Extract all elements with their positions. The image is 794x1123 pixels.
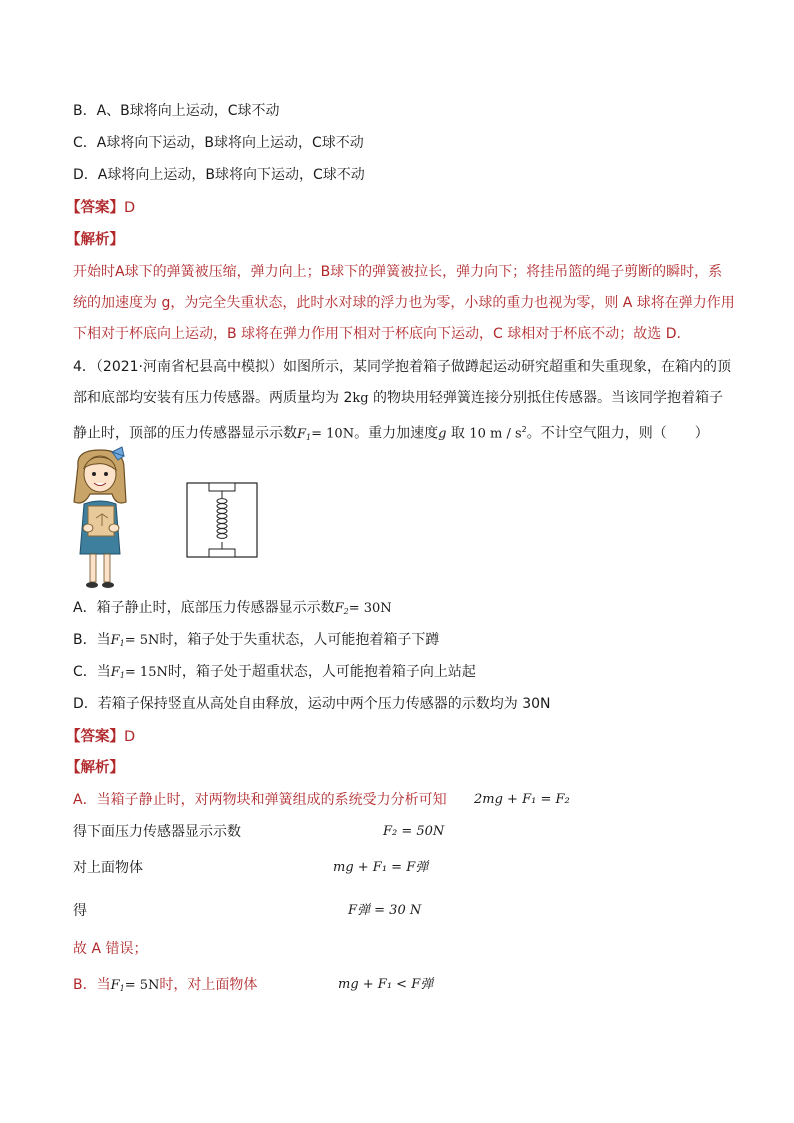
q3-answer: 【答案】D: [66, 200, 136, 216]
q3-analysis-line3: 下相对于杯底向上运动，B 球将在弹力作用下相对于杯底向下运动，C 球相对于杯底不动；故选 D.: [73, 326, 681, 342]
sensor-box-diagram: [186, 482, 258, 558]
bottom-sensor: [209, 549, 235, 557]
q4-sol-a-eq: 2mg + F₁ = F₂: [474, 792, 570, 807]
q4-option-d: D．若箱子保持竖直从高处自由释放，运动中两个压力传感器的示数均为 30N: [73, 696, 551, 712]
q4-stem-line2: 部和底部均安装有压力传感器。两质量均为 2kg 的物块用轻弹簧连接分别抵住传感器。当该同学抱着箱子: [73, 390, 724, 406]
q3-option-b: B．A、B球将向上运动，C球不动: [73, 103, 280, 119]
q4-sol-f-eq2: mg + F₁ < F弹: [338, 977, 434, 992]
q4-answer: 【答案】D: [66, 729, 136, 745]
q4-sol-e-text: 故 A 错误；: [73, 941, 148, 957]
q3-option-d: D．A球将向上运动，B球将向下运动，C球不动: [73, 167, 365, 183]
q4-option-b: B．当$F_1= 5N$时，箱子处于失重状态，人可能抱着箱子下蹲: [73, 632, 440, 648]
q3-option-c: C．A球将向下运动，B球将向上运动，C球不动: [73, 135, 364, 151]
q4-sol-b-eq: F₂ = 50N: [383, 824, 445, 839]
q4-stem-line1: 4．（2021·河南省杞县高中模拟）如图所示，某同学抱着箱子做蹲起运动研究超重和失重现象，在箱内的顶: [73, 359, 731, 375]
q4-stem-line3: 静止时，顶部的压力传感器显示示数$F_1= 10N$。重力加速度g 取 10 m / $s^2$。不计空气阻力，则（ ）: [73, 425, 709, 442]
girl-holding-box-illustration: [66, 446, 136, 592]
q4-sol-d-eq: F弹 = 30 N: [348, 903, 422, 918]
q4-sol-b-text: 得下面压力传感器显示示数: [73, 824, 241, 840]
q4-option-a: A．箱子静止时，底部压力传感器显示示数$F_2= 30N$: [73, 600, 392, 616]
q4-option-c: C．当$F_1= 15N$时，箱子处于超重状态，人可能抱着箱子向上站起: [73, 664, 476, 680]
q4-sol-f: B．当$F_1= 5N$时，对上面物体: [73, 977, 258, 993]
top-sensor: [209, 483, 235, 491]
q3-analysis-line2: 统的加速度为 g，为完全失重状态，此时水对球的浮力也为零，小球的重力也视为零，则 A 球将在弹力作用: [73, 295, 735, 311]
q4-analysis-label: 【解析】: [66, 760, 124, 776]
q3-analysis-line1: 开始时A球下的弹簧被压缩，弹力向上；B球下的弹簧被拉长，弹力向下；将挂吊篮的绳子剪断的瞬时，系: [73, 264, 723, 280]
q4-sol-c-text: 对上面物体: [73, 860, 143, 876]
q4-sol-d-text: 得: [73, 903, 87, 919]
q3-analysis-label: 【解析】: [66, 232, 124, 248]
q4-sol-a-text: A．当箱子静止时，对两物块和弹簧组成的系统受力分析可知: [73, 792, 447, 808]
q4-sol-c-eq: mg + F₁ = F弹: [333, 860, 429, 875]
